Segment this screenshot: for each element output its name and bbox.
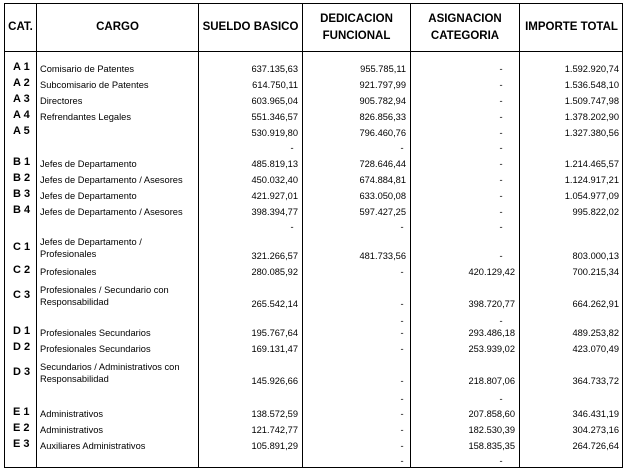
category-code: B 2 [13,172,31,184]
category-code: D 1 [13,325,31,337]
sueldo-basico-value: 280.085,92 [251,267,298,277]
category-code: E 1 [13,406,30,418]
category-code: B 4 [13,204,31,216]
dedicacion-funcional-value: - [400,344,404,354]
importe-total-value: 803.000,13 [572,251,619,261]
dedicacion-funcional-value: 597.427,25 [359,207,406,217]
sueldo-basico-value: 603.965,04 [251,96,298,106]
category-code: D 3 [13,366,31,378]
placeholder-dash: - [499,394,503,404]
category-code: C 2 [13,264,31,276]
category-code: E 3 [13,438,30,450]
header-cat: CAT. [8,21,33,33]
dedicacion-funcional-value: - [400,299,404,309]
asignacion-categoria-value: 420.129,42 [468,267,515,277]
dedicacion-funcional-value: 481.733,56 [359,251,406,261]
cargo-name: Administrativos [40,425,104,435]
cargo-name: Subcomisario de Patentes [40,80,149,90]
cargo-name: Refrendantes Legales [40,112,131,122]
asignacion-categoria-value: 182.530,39 [468,425,515,435]
placeholder-dash: - [400,222,404,232]
placeholder-dash: - [400,394,404,404]
category-code: A 2 [13,77,30,89]
asignacion-categoria-value: 398.720,77 [468,299,515,309]
importe-total-value: 1.124.917,21 [564,175,619,185]
category-code: B 1 [13,156,31,168]
sueldo-basico-value: 145.926,66 [251,376,298,386]
asignacion-categoria-value: - [499,64,503,74]
category-code: A 3 [13,93,30,105]
sueldo-basico-value: 485.819,13 [251,159,298,169]
column-divider [36,4,37,467]
sueldo-basico-value: 551.346,57 [251,112,298,122]
dedicacion-funcional-value: 826.856,33 [359,112,406,122]
dedicacion-funcional-value: 728.646,44 [359,159,406,169]
sueldo-basico-value: 450.032,40 [251,175,298,185]
cargo-name: Secundarios / Administrativos con Responsabilidad [40,362,180,384]
importe-total-value: 1.592.920,74 [564,64,619,74]
asignacion-categoria-value: 158.835,35 [468,441,515,451]
sueldo-basico-value: 105.891,29 [251,441,298,451]
category-code: D 2 [13,341,31,353]
importe-total-value: 304.273,16 [572,425,619,435]
header-asignacion-categoria: ASIGNACION CATEGORIA [428,12,502,42]
dedicacion-funcional-value: 633.050,08 [359,191,406,201]
placeholder-dash: - [499,316,503,326]
importe-total-value: 364.733,72 [572,376,619,386]
cargo-name: Jefes de Departamento [40,191,137,201]
sueldo-basico-value: 421.927,01 [251,191,298,201]
salary-table [4,3,623,468]
cargo-name: Auxiliares Administrativos [40,441,146,451]
asignacion-categoria-value: - [499,159,503,169]
importe-total-value: 1.509.747,98 [564,96,619,106]
asignacion-categoria-value: 253.939,02 [468,344,515,354]
sueldo-basico-value: 321.266,57 [251,251,298,261]
cargo-name: Directores [40,96,83,106]
dedicacion-funcional-value: - [400,328,404,338]
category-code: B 3 [13,188,31,200]
sueldo-basico-value: 169.131,47 [251,344,298,354]
placeholder-dash: - [499,222,503,232]
asignacion-categoria-value: 293.486,18 [468,328,515,338]
cargo-name: Administrativos [40,409,104,419]
header-dedicacion-funcional: DEDICACION FUNCIONAL [320,12,393,42]
dedicacion-funcional-value: 905.782,94 [359,96,406,106]
importe-total-value: 1.214.465,57 [564,159,619,169]
importe-total-value: 1.378.202,90 [564,112,619,122]
cargo-name: Jefes de Departamento [40,159,137,169]
category-code: C 1 [13,241,31,253]
sueldo-basico-value: 121.742,77 [251,425,298,435]
importe-total-value: 1.327.380,56 [564,128,619,138]
dedicacion-funcional-value: - [400,441,404,451]
cargo-name: Comisario de Patentes [40,64,135,74]
sueldo-basico-value: 637.135,63 [251,64,298,74]
asignacion-categoria-value: 218.807,06 [468,376,515,386]
importe-total-value: 264.726,64 [572,441,619,451]
sueldo-basico-value: 195.767,64 [251,328,298,338]
column-divider [410,4,411,467]
header-importe-total: IMPORTE TOTAL [525,21,618,33]
dedicacion-funcional-value: 921.797,99 [359,80,406,90]
importe-total-value: 1.054.977,09 [564,191,619,201]
placeholder-dash: - [400,316,404,326]
cargo-name: Profesionales [40,267,97,277]
category-code: A 5 [13,125,30,137]
asignacion-categoria-value: - [499,128,503,138]
sueldo-basico-value: 265.542,14 [251,299,298,309]
sueldo-basico-value: 614.750,11 [252,80,298,90]
placeholder-dash: - [499,456,503,466]
importe-total-value: 346.431,19 [572,409,619,419]
category-code: C 3 [13,289,31,301]
dedicacion-funcional-value: 674.884,81 [359,175,406,185]
dedicacion-funcional-value: - [400,409,404,419]
cargo-name: Jefes de Departamento / Asesores [40,207,183,217]
dedicacion-funcional-value: 955.785,11 [360,64,406,74]
header-sueldo-basico: SUELDO BASICO [202,21,299,33]
category-code: A 1 [13,61,30,73]
placeholder-dash: - [290,143,294,153]
asignacion-categoria-value: - [499,112,503,122]
asignacion-categoria-value: - [499,207,503,217]
placeholder-dash: - [499,143,503,153]
importe-total-value: 423.070,49 [572,344,619,354]
category-code: E 2 [13,422,30,434]
importe-total-value: 664.262,91 [572,299,619,309]
asignacion-categoria-value: - [499,80,503,90]
dedicacion-funcional-value: - [400,267,404,277]
placeholder-dash: - [290,222,294,232]
header-cargo: CARGO [96,21,139,33]
importe-total-value: 489.253,82 [572,328,619,338]
cargo-name: Jefes de Departamento / Profesionales [40,237,142,259]
placeholder-dash: - [400,456,404,466]
placeholder-dash: - [400,143,404,153]
dedicacion-funcional-value: 796.460,76 [359,128,406,138]
dedicacion-funcional-value: - [400,376,404,386]
cargo-name: Profesionales Secundarios [40,328,151,338]
sueldo-basico-value: 530.919,80 [251,128,298,138]
cargo-name: Profesionales Secundarios [40,344,151,354]
asignacion-categoria-value: - [499,96,503,106]
cargo-name: Jefes de Departamento / Asesores [40,175,183,185]
importe-total-value: 700.215,34 [572,267,619,277]
sueldo-basico-value: 398.394,77 [251,207,298,217]
asignacion-categoria-value: - [499,191,503,201]
category-code: A 4 [13,109,30,121]
importe-total-value: 1.536.548,10 [564,80,619,90]
header-divider [5,51,622,52]
cargo-name: Profesionales / Secundario con Responsabilidad [40,285,169,307]
asignacion-categoria-value: - [499,251,503,261]
importe-total-value: 995.822,02 [572,207,619,217]
sueldo-basico-value: 138.572,59 [251,409,298,419]
asignacion-categoria-value: 207.858,60 [468,409,515,419]
dedicacion-funcional-value: - [400,425,404,435]
asignacion-categoria-value: - [499,175,503,185]
